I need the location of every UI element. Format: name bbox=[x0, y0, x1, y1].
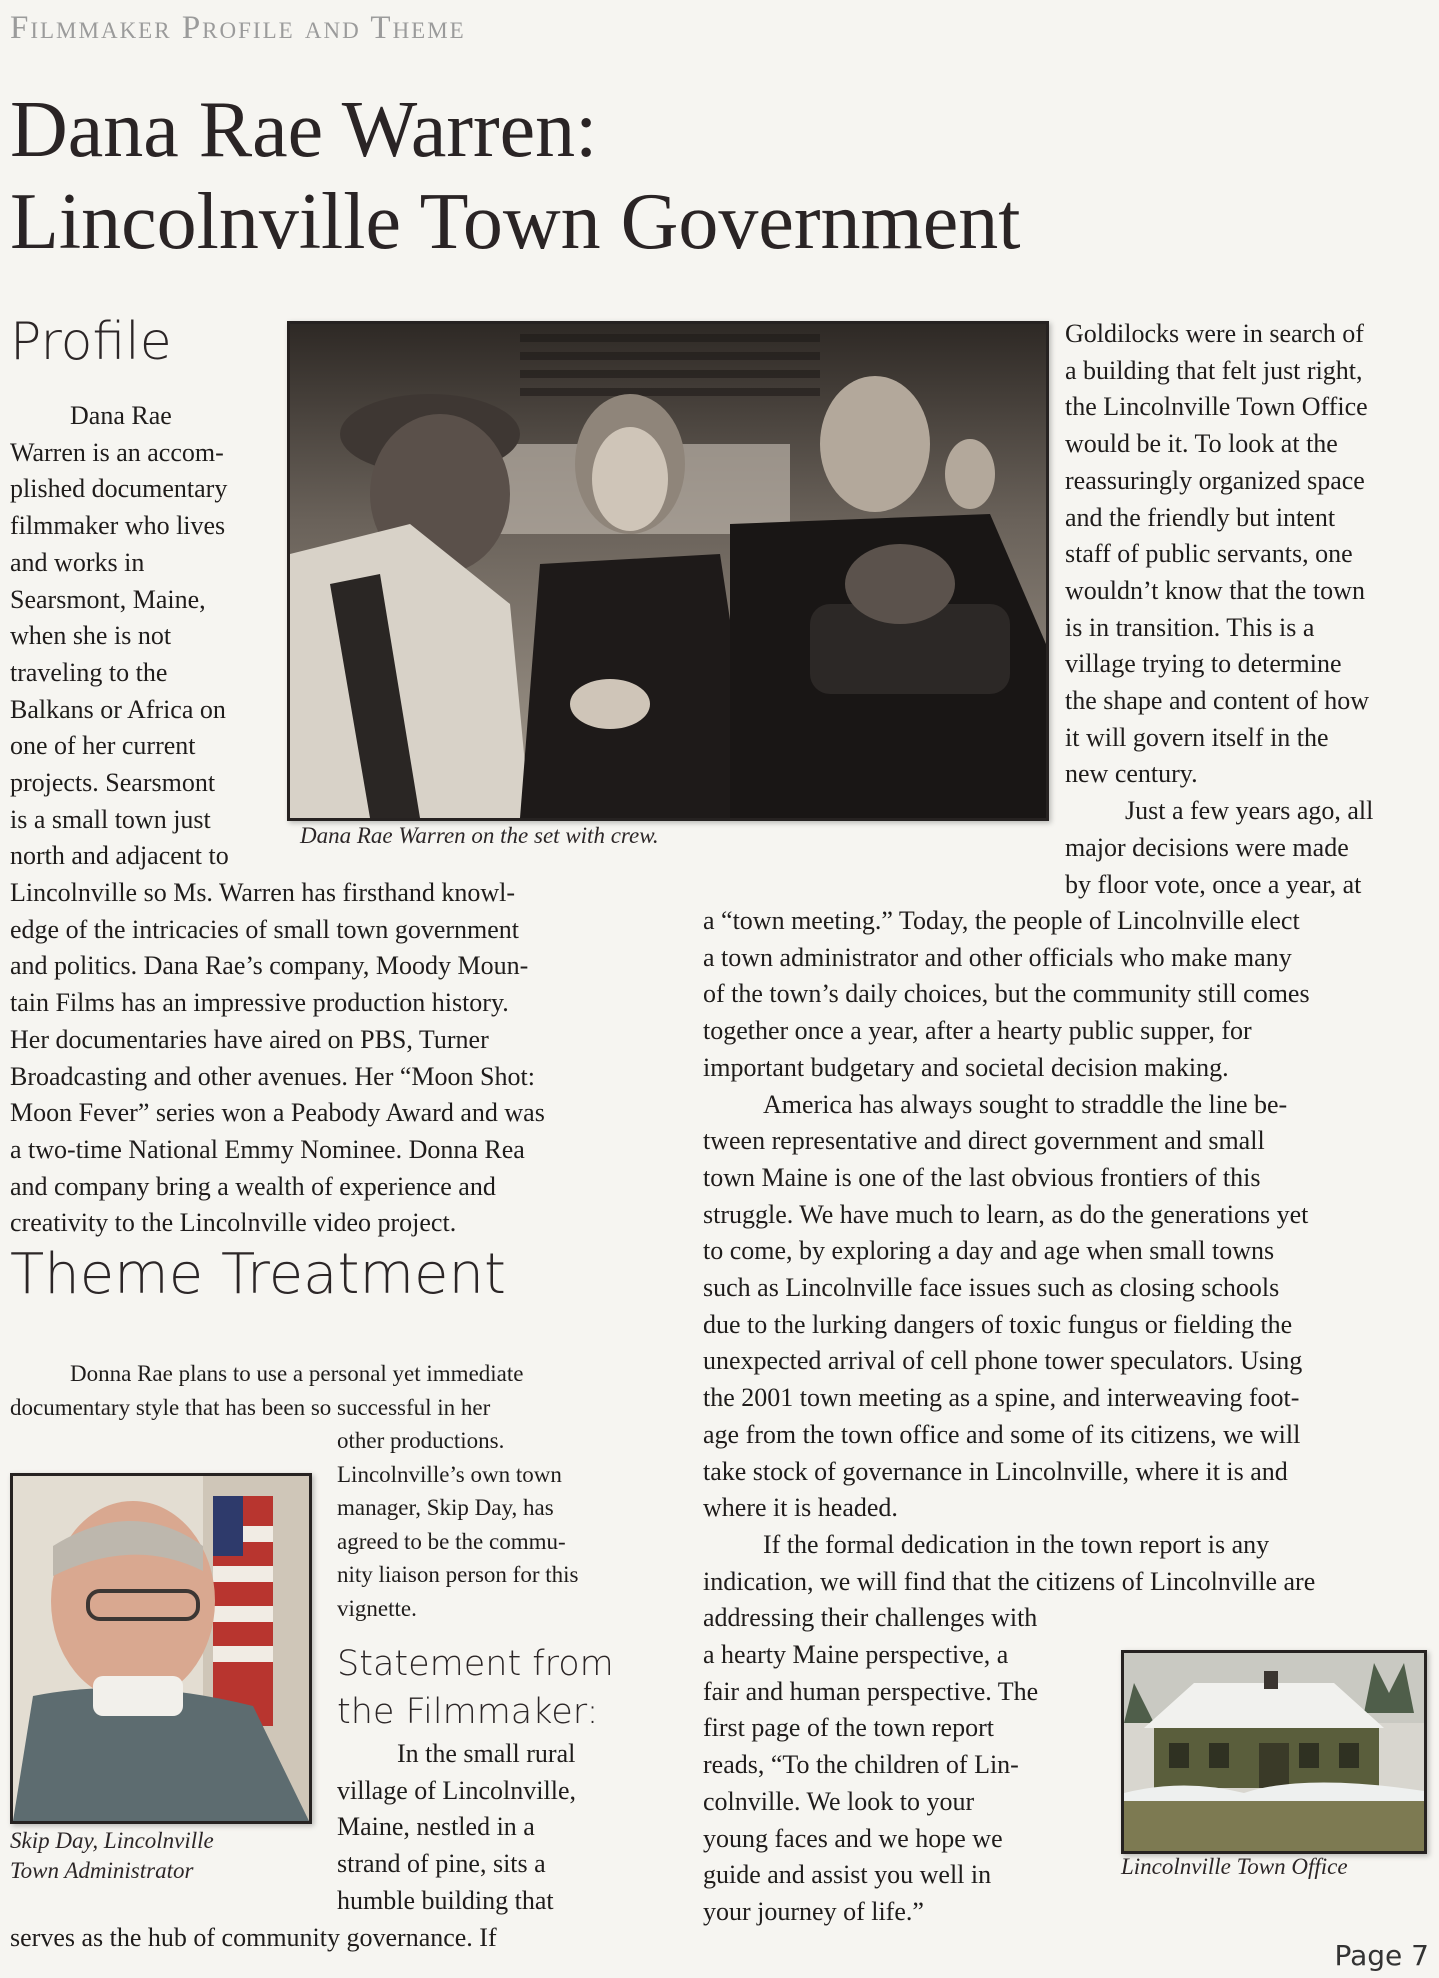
text-line: take stock of governance in Lincolnville, where it is and bbox=[703, 1456, 1288, 1486]
skip-day-photo bbox=[10, 1473, 312, 1824]
text-line: age from the town office and some of its citizens, we will bbox=[703, 1419, 1301, 1449]
text-line: humble building that bbox=[337, 1885, 554, 1915]
crew-photo-caption: Dana Rae Warren on the set with crew. bbox=[300, 823, 659, 848]
profile-heading: Profile bbox=[10, 312, 172, 372]
statement-heading-line-1: Statement from bbox=[337, 1644, 614, 1684]
text-line: Donna Rae plans to use a personal yet immediate bbox=[70, 1361, 524, 1386]
caption-line: Skip Day, Lincolnville bbox=[10, 1828, 214, 1853]
text-line: colnville. We look to your bbox=[703, 1786, 975, 1816]
text-line: and politics. Dana Rae’s company, Moody Moun- bbox=[10, 951, 529, 981]
text-line: In the small rural bbox=[397, 1739, 576, 1768]
text-line: Broadcasting and other avenues. Her “Moon Shot: bbox=[10, 1061, 535, 1091]
right-column-top-text bbox=[1065, 316, 1435, 903]
statement-full-line: serves as the hub of community governance. If bbox=[10, 1923, 497, 1952]
text-line: when she is not bbox=[10, 621, 172, 651]
right-column-wide-text bbox=[703, 903, 1433, 1637]
title-line-2: Lincolnville Town Government bbox=[10, 178, 1021, 266]
text-line: unexpected arrival of cell phone tower speculators. Using bbox=[703, 1346, 1303, 1376]
text-line: it will govern itself in the bbox=[1065, 722, 1329, 752]
text-line: of the town’s daily choices, but the community still comes bbox=[703, 979, 1310, 1009]
text-line: is in transition. This is a bbox=[1065, 612, 1315, 642]
text-line: the shape and content of how bbox=[1065, 686, 1369, 716]
crew-photo-image bbox=[290, 324, 1046, 818]
text-line: struggle. We have much to learn, as do the generations yet bbox=[703, 1199, 1309, 1229]
text-line: agreed to be the commu- bbox=[337, 1528, 566, 1554]
text-line: other productions. bbox=[337, 1428, 505, 1453]
text-line: indication, we will find that the citizens of Lincolnville are bbox=[703, 1566, 1316, 1596]
text-line: Lincolnville’s own town bbox=[337, 1461, 562, 1487]
text-line: Warren is an accom- bbox=[10, 437, 224, 467]
text-line: Searsmont, Maine, bbox=[10, 584, 206, 614]
text-line: such as Lincolnville face issues such as closing schools bbox=[703, 1273, 1280, 1303]
text-line: a town administrator and other officials who make many bbox=[703, 942, 1292, 972]
text-line: a building that felt just right, bbox=[1065, 355, 1363, 385]
text-line: Dana Rae bbox=[70, 401, 172, 430]
text-line: major decisions were made bbox=[1065, 832, 1349, 862]
text-line: Moon Fever” series won a Peabody Award and was bbox=[10, 1098, 545, 1128]
skip-day-caption bbox=[10, 1826, 214, 1886]
text-line: plished documentary bbox=[10, 474, 228, 504]
text-line: vignette. bbox=[337, 1595, 417, 1621]
text-line: creativity to the Lincolnville video project. bbox=[10, 1208, 457, 1238]
text-line: wouldn’t know that the town bbox=[1065, 575, 1365, 605]
text-line: documentary style that has been so successful in her bbox=[10, 1394, 491, 1420]
text-line: would be it. To look at the bbox=[1065, 429, 1338, 459]
text-line: first page of the town report bbox=[703, 1713, 994, 1743]
text-line: strand of pine, sits a bbox=[337, 1849, 546, 1879]
text-line: If the formal dedication in the town report is any bbox=[763, 1529, 1270, 1559]
statement-text bbox=[337, 1736, 697, 1920]
text-line: due to the lurking dangers of toxic fungus or fielding the bbox=[703, 1309, 1293, 1339]
text-line: tween representative and direct government and small bbox=[703, 1126, 1265, 1156]
text-line: nity liaison person for this bbox=[337, 1562, 579, 1587]
text-line: tain Films has an impressive production history. bbox=[10, 988, 509, 1018]
text-line: the 2001 town meeting as a spine, and interweaving foot- bbox=[703, 1383, 1300, 1413]
text-line: new century. bbox=[1065, 759, 1198, 789]
text-line: traveling to the bbox=[10, 657, 168, 687]
caption-line: Town Administrator bbox=[10, 1858, 194, 1883]
article-title bbox=[10, 84, 1410, 268]
text-line: together once a year, after a hearty public supper, for bbox=[703, 1016, 1252, 1046]
text-line: Goldilocks were in search of bbox=[1065, 319, 1364, 348]
skip-day-photo-image bbox=[13, 1476, 309, 1821]
text-line: edge of the intricacies of small town government bbox=[10, 914, 520, 944]
text-line: fair and human perspective. The bbox=[703, 1676, 1039, 1706]
text-line: Her documentaries have aired on PBS, Turner bbox=[10, 1024, 489, 1054]
text-line: a hearty Maine perspective, a bbox=[703, 1640, 1009, 1669]
text-line: one of her current bbox=[10, 731, 196, 761]
text-line: reassuringly organized space bbox=[1065, 465, 1365, 495]
text-line: a two-time National Emmy Nominee. Donna Rea bbox=[10, 1134, 525, 1164]
text-line: is a small town just bbox=[10, 804, 211, 834]
right-column-narrow-text bbox=[703, 1637, 1113, 1931]
town-office-photo-image bbox=[1124, 1653, 1424, 1851]
text-line: Balkans or Africa on bbox=[10, 694, 226, 724]
text-line: north and adjacent to bbox=[10, 841, 229, 871]
theme-wide-text bbox=[10, 1357, 700, 1424]
text-line: the Lincolnville Town Office bbox=[1065, 392, 1368, 422]
town-office-photo bbox=[1121, 1650, 1427, 1854]
text-line: to come, by exploring a day and age when small towns bbox=[703, 1236, 1275, 1266]
page-number: Page 7 bbox=[1334, 1939, 1429, 1972]
theme-heading: Theme Treatment bbox=[10, 1242, 506, 1307]
text-line: staff of public servants, one bbox=[1065, 539, 1353, 569]
text-line: young faces and we hope we bbox=[703, 1823, 1003, 1853]
text-line: by floor vote, once a year, at bbox=[1065, 869, 1362, 899]
text-line: town Maine is one of the last obvious frontiers of this bbox=[703, 1162, 1261, 1192]
text-line: village of Lincolnville, bbox=[337, 1775, 576, 1805]
text-line: and the friendly but intent bbox=[1065, 502, 1336, 532]
town-office-caption: Lincolnville Town Office bbox=[1121, 1854, 1348, 1879]
crew-photo bbox=[287, 321, 1049, 821]
text-line: manager, Skip Day, has bbox=[337, 1495, 554, 1520]
text-line: filmmaker who lives bbox=[10, 511, 226, 541]
statement-heading-line-2: the Filmmaker: bbox=[337, 1692, 599, 1732]
profile-wide-text bbox=[10, 875, 690, 1242]
text-line: addressing their challenges with bbox=[703, 1603, 1038, 1633]
text-line: your journey of life.” bbox=[703, 1896, 924, 1926]
text-line: projects. Searsmont bbox=[10, 768, 216, 798]
profile-narrow-text bbox=[10, 398, 275, 875]
text-line: Just a few years ago, all bbox=[1125, 796, 1374, 826]
text-line: a “town meeting.” Today, the people of Lincolnville elect bbox=[703, 906, 1300, 935]
statement-heading bbox=[337, 1640, 614, 1736]
text-line: Maine, nestled in a bbox=[337, 1812, 535, 1842]
section-kicker: Filmmaker Profile and Theme bbox=[10, 10, 466, 46]
title-line-1: Dana Rae Warren: bbox=[10, 86, 598, 174]
text-line: where it is headed. bbox=[703, 1493, 898, 1523]
text-line: important budgetary and societal decision making. bbox=[703, 1052, 1229, 1082]
text-line: and works in bbox=[10, 547, 145, 577]
text-line: and company bring a wealth of experience and bbox=[10, 1171, 496, 1201]
text-line: Lincolnville so Ms. Warren has firsthand knowl- bbox=[10, 878, 516, 907]
text-line: village trying to determine bbox=[1065, 649, 1342, 679]
theme-narrow-text bbox=[337, 1424, 697, 1625]
text-line: guide and assist you well in bbox=[703, 1860, 992, 1890]
text-line: America has always sought to straddle the line be- bbox=[763, 1089, 1288, 1119]
text-line: reads, “To the children of Lin- bbox=[703, 1750, 1019, 1780]
